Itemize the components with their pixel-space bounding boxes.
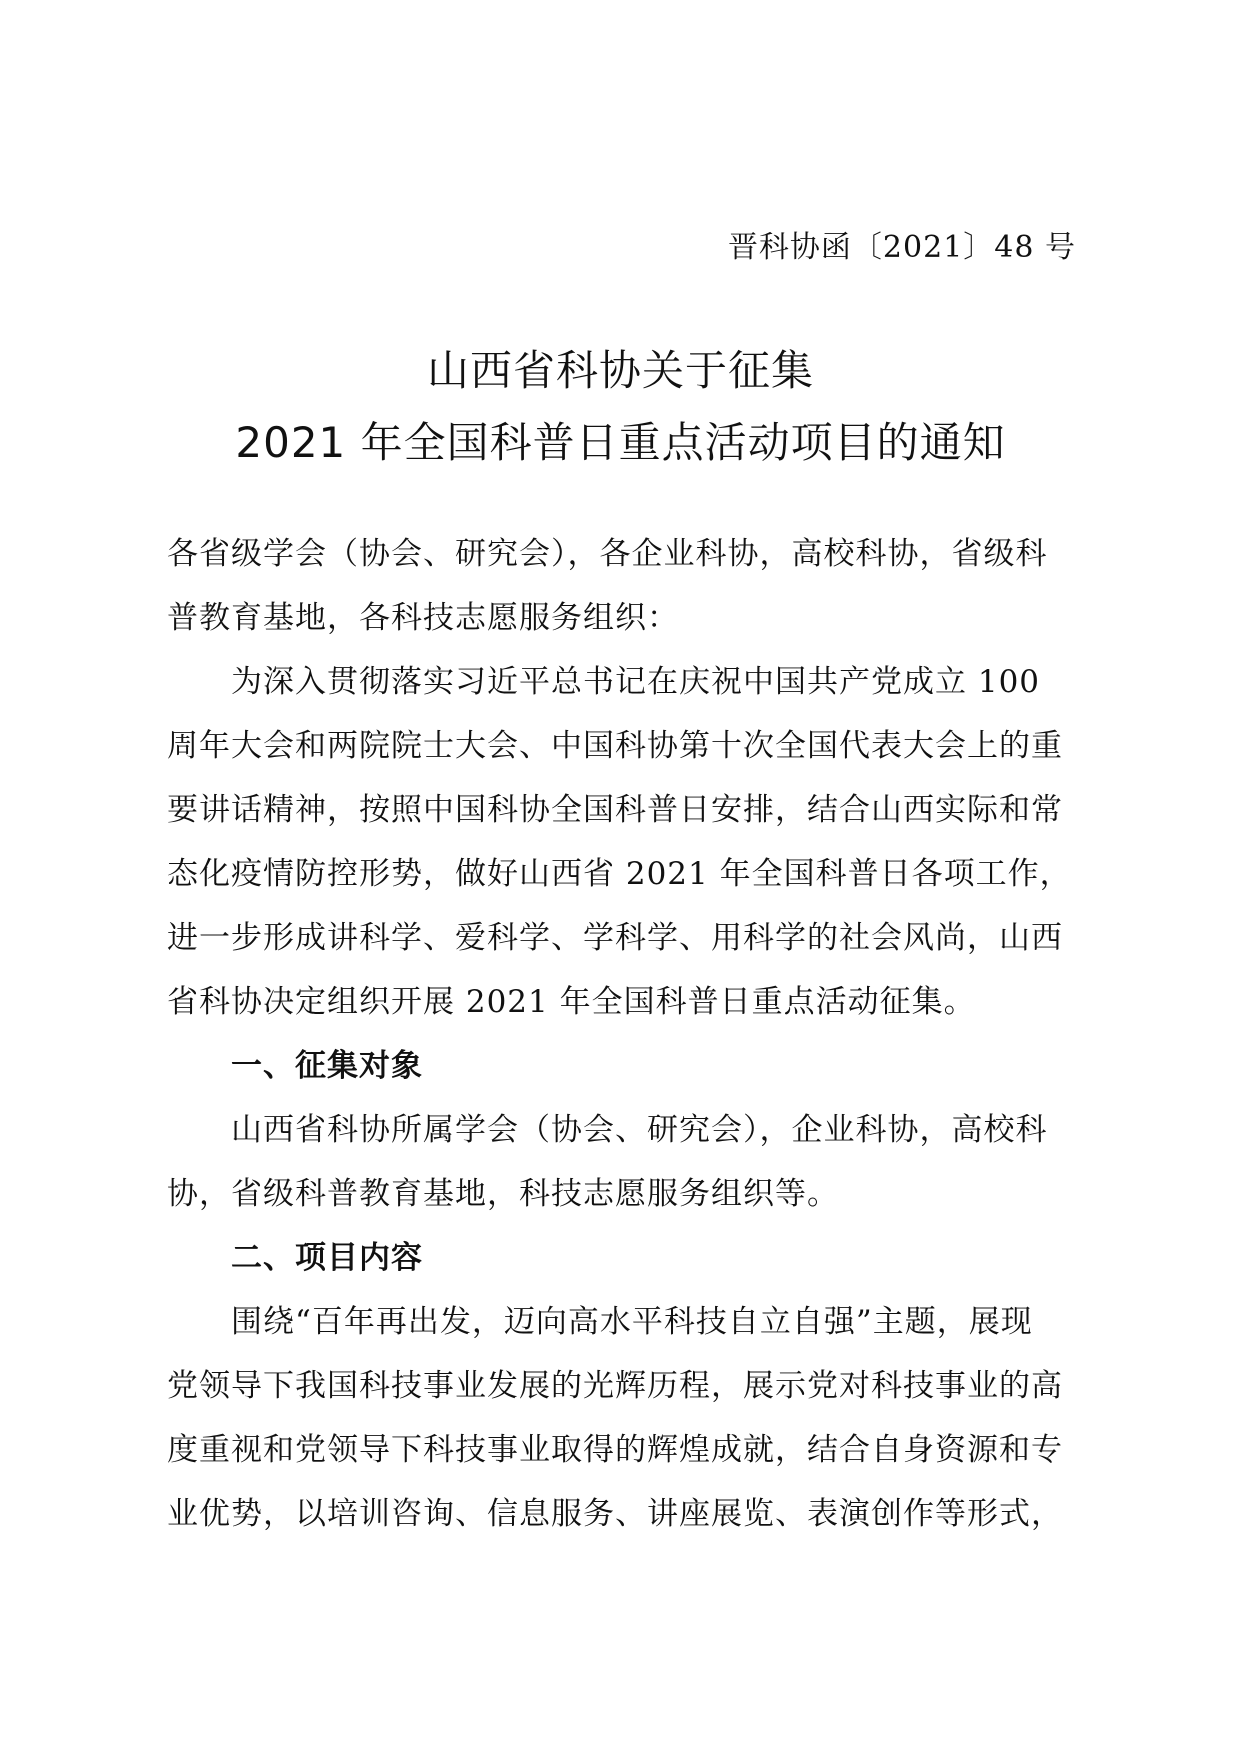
document-number: 晋科协函〔2021〕48 号 — [727, 230, 1076, 265]
intro-line-5: 进一步形成讲科学、爱科学、学科学、用科学的社会风尚，山西 — [167, 920, 1063, 956]
section-2-line-3: 度重视和党领导下科技事业取得的辉煌成就，结合自身资源和专 — [167, 1432, 1063, 1468]
title-line-2: 2021 年全国科普日重点活动项目的通知 — [235, 418, 1006, 467]
document-body — [167, 522, 1087, 1546]
section-1-heading: 一、征集对象 — [231, 1048, 423, 1084]
intro-line-1: 为深入贯彻落实习近平总书记在庆祝中国共产党成立 100 — [231, 664, 1041, 700]
addressee-line-2: 普教育基地，各科技志愿服务组织： — [167, 600, 679, 636]
intro-line-3: 要讲话精神，按照中国科协全国科普日安排，结合山西实际和常 — [167, 792, 1063, 828]
section-1-line-1: 山西省科协所属学会（协会、研究会），企业科协，高校科 — [231, 1112, 1048, 1148]
intro-line-4: 态化疫情防控形势，做好山西省 2021 年全国科普日各项工作， — [167, 856, 1072, 892]
intro-line-2: 周年大会和两院院士大会、中国科协第十次全国代表大会上的重 — [167, 728, 1063, 764]
section-1-line-2: 协，省级科普教育基地，科技志愿服务组织等。 — [167, 1176, 839, 1212]
section-2-line-4: 业优势，以培训咨询、信息服务、讲座展览、表演创作等形式， — [167, 1496, 1063, 1532]
intro-line-6: 省科协决定组织开展 2021 年全国科普日重点活动征集。 — [167, 984, 976, 1020]
section-2-line-2: 党领导下我国科技事业发展的光辉历程，展示党对科技事业的高 — [167, 1368, 1063, 1404]
document-title — [0, 335, 1241, 479]
section-2-heading: 二、项目内容 — [231, 1240, 423, 1276]
addressee-line-1: 各省级学会（协会、研究会），各企业科协，高校科协，省级科 — [167, 536, 1048, 572]
section-2-line-1: 围绕“百年再出发，迈向高水平科技自立自强”主题，展现 — [231, 1304, 1033, 1340]
title-line-1: 山西省科协关于征集 — [426, 346, 814, 395]
